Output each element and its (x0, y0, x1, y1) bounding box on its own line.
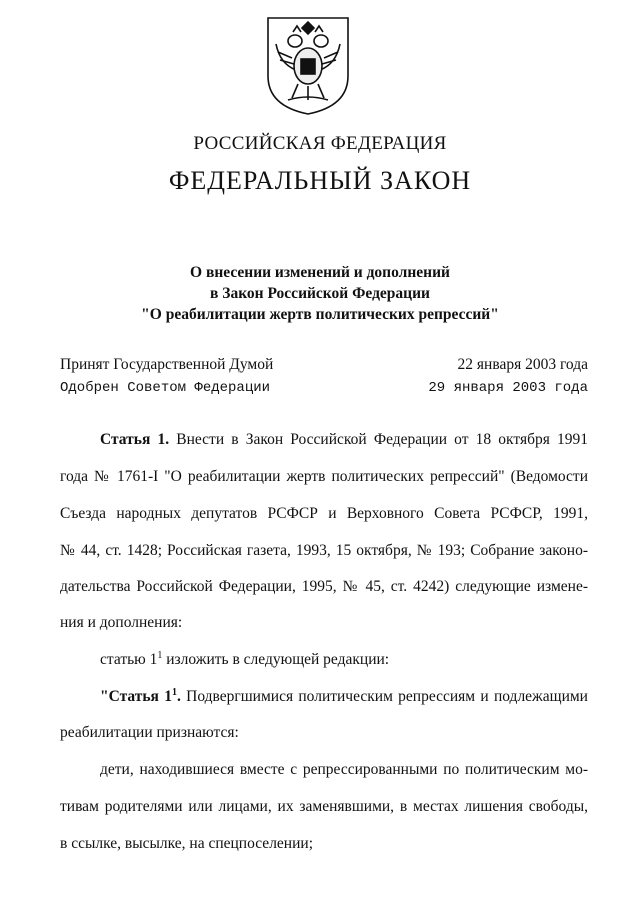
double-headed-eagle-icon (268, 18, 348, 114)
article-1-line: ния и дополнения: (60, 614, 183, 631)
amendment-instruction: статью $1^1$ изложить в следующей редакции: (100, 649, 390, 668)
approved-date: 29 января 2003 года (428, 380, 588, 396)
article-1-line: дательства Российской Федерации, 1995, № 45, ст. 4242) следующие измене- (60, 578, 588, 595)
law-title (0, 262, 640, 325)
new-article-line (100, 688, 588, 706)
article-1-line: № 44, ст. 1428; Российская газета, 1993, 15 октября, № 193; Собрание законо- (60, 542, 588, 559)
country-heading: РОССИЙСКАЯ ФЕДЕРАЦИЯ (193, 133, 447, 154)
new-article-line: реабилитации признаются: (60, 724, 239, 741)
article-1-line: Съезда народных депутатов РСФСР и Верховного Совета РСФСР, 1991, (60, 505, 588, 522)
article-1-line (100, 431, 588, 449)
list-item-line: тивам родителями или лицами, их заменявшими, в местах лишения свободы, (60, 798, 588, 815)
adopted-date: 22 января 2003 года (457, 356, 588, 373)
law-title-line: в Закон Российской Федерации (210, 285, 430, 302)
article-1-text: Внести в Закон Российской Федерации от 18 октября 1991 (176, 431, 588, 448)
new-article-heading: "Статья $1^1$. (100, 686, 181, 705)
approved-label: Одобрен Советом Федерации (60, 380, 271, 396)
list-item-line: в ссылке, высылке, на спецпоселении; (60, 835, 313, 852)
state-emblem (262, 14, 354, 116)
list-item-line: дети, находившиеся вместе с репрессированными по политическим мо- (100, 761, 588, 778)
article-1-heading: Статья 1. (100, 431, 170, 448)
article-1-line: года № 1761-I "О реабилитации жертв политических репрессий" (Ведомости (60, 468, 588, 485)
law-title-line: "О реабилитации жертв политических репрессий" (141, 306, 499, 323)
adopted-label: Принят Государственной Думой (60, 356, 274, 373)
law-title-line: О внесении изменений и дополнений (190, 264, 450, 281)
new-article-text: Подвергшимися политическим репрессиям и подлежащими (180, 688, 588, 705)
document-type-heading: ФЕДЕРАЛЬНЫЙ ЗАКОН (168, 166, 472, 195)
